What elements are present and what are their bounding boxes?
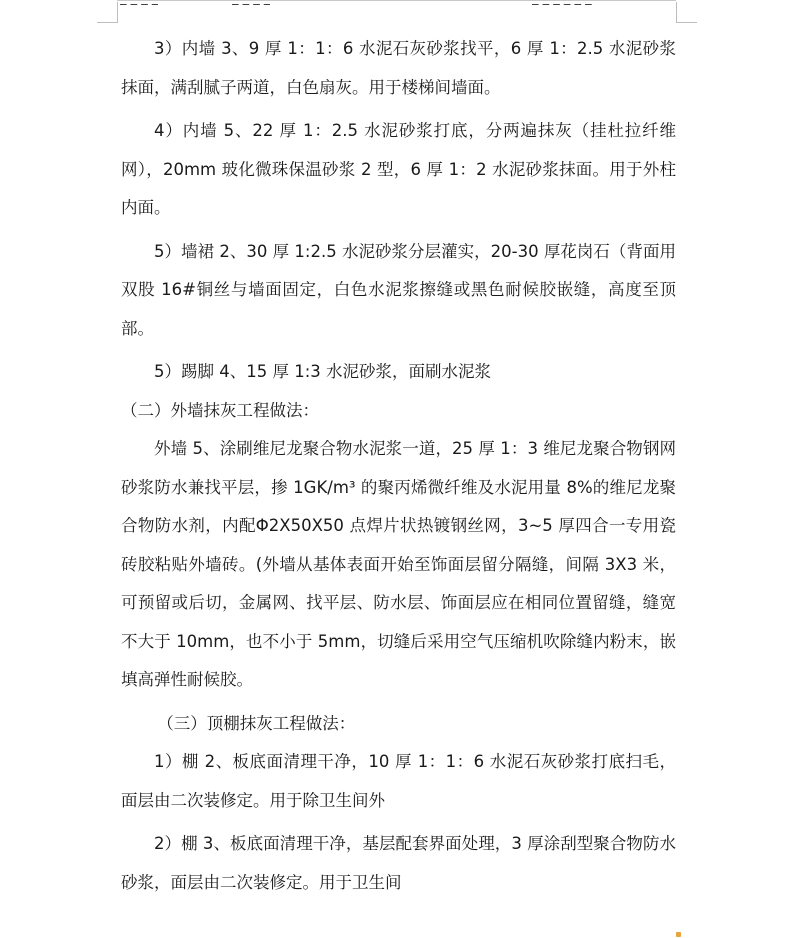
- document-body[interactable]: [121, 30, 676, 907]
- paragraph-inner-wall-5: 4）内墙 5、22 厚 1：2.5 水泥砂浆打底，分两遍抹灰（挂杜拉纤维网），20mm 玻化微珠保温砂浆 2 型，6 厚 1：2 水泥砂浆抹面。用于外柱内面。: [121, 121, 676, 217]
- header-text-right: [532, 0, 592, 5]
- paragraph-ceiling-2: 1）棚 2、板底面清理干净，10 厚 1：1：6 水泥石灰砂浆打底扫毛，面层由二次装修定。用于除卫生间外: [121, 752, 676, 810]
- paragraph-exterior-wall-5: 外墙 5、涂刷维尼龙聚合物水泥浆一道，25 厚 1：3 维尼龙聚合物钢网砂浆防水兼找平层，掺 1GK/m³ 的聚丙烯微纤维及水泥用量 8%的维尼龙聚合物防水剂，内配Φ2X50X50 点焊片状热镀钢丝网，3~5 厚四合一专用瓷砖胶粘贴外墙砖。(外墙从基体表面开始至饰面层留分隔缝，间隔 3X3 米，可预留或后切，金属网、找平层、防水层、饰面层应在相同位置留缝，缝宽不大于 10mm，也不小于 5mm，切缝后采用空气压缩机吹除缝内粉末，嵌填高弹性耐候胶。: [121, 439, 676, 689]
- section-heading-ceiling: （三）顶棚抹灰工程做法：: [157, 713, 356, 733]
- paragraph-skirting-4: 5）踢脚 4、15 厚 1:3 水泥砂浆，面刷水泥浆: [154, 362, 492, 381]
- header-text-middle: [232, 0, 270, 5]
- section-heading-exterior-wall: （二）外墙抹灰工程做法：: [121, 400, 319, 420]
- paragraph-ceiling-3: 2）棚 3、板底面清理干净，基层配套界面处理，3 厚涂刮型聚合物防水砂浆，面层由二次装修定。用于卫生间: [121, 834, 676, 892]
- paragraph-dado-2: 5）墙裙 2、30 厚 1:2.5 水泥砂浆分层灌实，20-30 厚花岗石（背面用双股 16#铜丝与墙面固定，白色水泥浆擦缝或黑色耐候胶嵌缝，高度至顶部。: [121, 241, 676, 338]
- paragraph-inner-wall-3: 3）内墙 3、9 厚 1：1：6 水泥石灰砂浆找平，6 厚 1：2.5 水泥砂浆抹面，满刮腻子两道，白色扇灰。用于楼梯间墙面。: [121, 39, 676, 97]
- text-cursor-marker: [676, 932, 681, 937]
- header-rule: [117, 0, 676, 1]
- margin-corner-mark-left: [97, 2, 118, 23]
- header-text-left: [120, 0, 158, 5]
- margin-corner-mark-right: [676, 2, 697, 23]
